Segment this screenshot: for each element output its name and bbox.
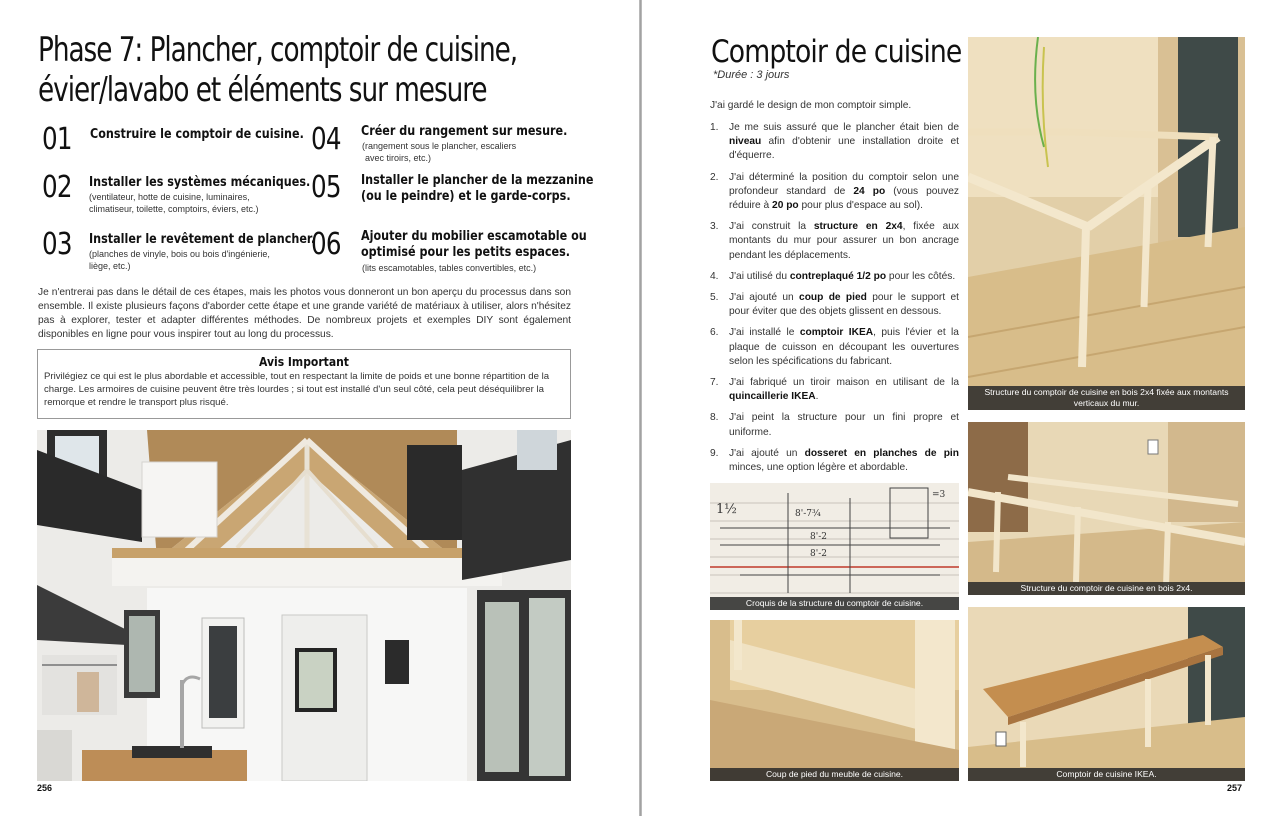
emphasis-text: structure en 2x4 [813, 221, 903, 233]
duration-text: *Durée : 3 jours [713, 69, 790, 81]
step-subtext-line: (ventilateur, hotte de cuisine, luminaires, [89, 192, 250, 202]
photo-caption: Structure du comptoir de cuisine en bois 2x4. [968, 582, 1245, 595]
intro-paragraph: Je n'entrerai pas dans le détail de ces étapes, mais les photos vous donneront un bon aperçu du processus dans son ensemble. Il existe plusieurs façons d'aborder cette étape et une grande variété de matériaux à utiliser, alors n'hésitez pas à explorer, tester et adapter différentes méthodes. De nombreux projets et exemples DIY sont également disponibles en ligne pour vous inspirer tout au long du processus. [38, 287, 571, 340]
photo-caption: Croquis de la structure du comptoir de cuisine. [710, 597, 959, 610]
counter-step-item [710, 376, 959, 404]
step-index: 6. [710, 327, 719, 339]
interior-illustration [37, 430, 571, 781]
step-index: 8. [710, 412, 719, 424]
sketch-illustration [710, 483, 959, 610]
emphasis-text: comptoir IKEA [799, 327, 874, 339]
step-subtext-line: (rangement sous le plancher, escaliers [362, 141, 517, 151]
tiny-house-interior-photo [37, 430, 571, 781]
lead-sentence: J'ai gardé le design de mon comptoir simple. [710, 100, 912, 111]
step-subtext-line: climatiseur, toilette, comptoirs, éviers, etc.) [89, 203, 259, 214]
step-index: 7. [710, 377, 719, 389]
emphasis-text: contreplaqué 1/2 po [789, 270, 887, 282]
step-text: J'ai peint la structure pour un fini propre et uniforme. [729, 412, 959, 438]
phase-title-line2: évier/lavabo et éléments sur mesure [38, 70, 487, 110]
section-title: Comptoir de cuisine [711, 34, 962, 70]
toe-kick-photo [710, 620, 959, 781]
step-02 [42, 170, 311, 220]
step-title [361, 229, 587, 261]
step-text: (vous pouvez réduire à [729, 185, 959, 212]
phase-title-line1: Phase 7: Plancher, comptoir de cuisine, [38, 30, 518, 70]
step-text: J'ai construit la [729, 221, 814, 233]
step-number: 06 [311, 227, 341, 262]
step-text: pour plus d'espace au sol). [798, 200, 923, 212]
step-title-line: Installer le plancher de la mezzanine [361, 173, 594, 188]
step-title: Construire le comptoir de cuisine. [90, 127, 304, 142]
emphasis-text: 24 po [853, 185, 886, 197]
counter-step-item [710, 291, 959, 319]
step-index: 1. [710, 122, 719, 133]
page-number-left: 256 [37, 783, 53, 793]
emphasis-text: coup de pied [799, 292, 867, 304]
step-title [361, 173, 593, 205]
counter-step-item [710, 121, 959, 164]
counter-step-item [710, 326, 959, 369]
step-number: 01 [42, 122, 72, 157]
notice-body: Privilégiez ce qui est le plus abordable et accessible, tout en respectant la limite de poids et une bonne répartition de la charge. Les armoires de cuisine peuvent être très lourdes ; si tout est installé d'un seul côté, cela peut déséquilibrer la remorque et rendre le transport plus risqué. [44, 371, 550, 408]
step-06 [311, 227, 587, 277]
counter-step-item [710, 447, 959, 475]
step-number: 04 [311, 122, 341, 157]
sketch-mark: 8'-7¾ [795, 509, 821, 519]
step-text: J'ai ajouté un [729, 292, 800, 304]
step-text: . [815, 391, 819, 403]
frame-2x4-illustration [968, 422, 1245, 595]
sketch-mark: 8'-2 [810, 549, 827, 559]
counter-step-item [710, 220, 959, 263]
step-04 [311, 122, 571, 167]
phase-title [38, 30, 545, 110]
step-text: , fixée aux montants du mur pour assurer un bon ancrage pendant les déplacements. [729, 221, 960, 261]
emphasis-text: dosseret en planches de pin [804, 447, 959, 459]
step-text: J'ai fabriqué un tiroir maison en utilisant de la [729, 377, 959, 389]
right-page [643, 0, 1277, 816]
photo-caption: Structure du comptoir de cuisine en bois 2x4 fixée aux montants verticaux du mur. [968, 386, 1245, 410]
step-text: J'ai utilisé du [729, 270, 790, 282]
step-number: 05 [311, 170, 341, 205]
step-title-line: optimisé pour les petits espaces. [361, 245, 571, 260]
photo-caption: Comptoir de cuisine IKEA. [968, 768, 1245, 781]
step-number: 03 [42, 227, 72, 262]
step-number: 02 [42, 170, 72, 205]
ikea-countertop-illustration [968, 607, 1245, 781]
step-text: , puis l'évier et la plaque de cuisson en découpant les ouvertures selon les spécifications du fabricant. [729, 327, 959, 367]
step-subtext-line: avec tiroirs, etc.) [365, 152, 432, 163]
step-text: Je me suis assuré que le plancher était bien de [729, 122, 959, 133]
counter-step-item [710, 411, 959, 439]
step-text: minces, une option légère et abordable. [729, 462, 908, 474]
step-subtext [89, 192, 259, 215]
step-text: afin d'obtenir une installation droite et d'équerre. [729, 136, 959, 162]
step-title-line: (ou le peindre) et le garde-corps. [361, 189, 571, 204]
step-index: 2. [710, 171, 719, 183]
step-01 [42, 122, 302, 162]
step-text: J'ai déterminé la position du comptoir selon une profondeur standard de [729, 171, 959, 197]
counter-step-item [710, 270, 959, 284]
emphasis-text: niveau [729, 136, 762, 148]
ikea-countertop-photo [968, 607, 1245, 781]
step-subtext: (lits escamotables, tables convertibles, etc.) [362, 263, 537, 273]
step-03 [42, 227, 316, 277]
step-index: 3. [710, 221, 719, 233]
toe-kick-illustration [710, 620, 959, 781]
step-title: Créer du rangement sur mesure. [361, 124, 568, 139]
step-subtext [89, 249, 270, 272]
emphasis-text: quincaillerie IKEA [729, 391, 816, 403]
book-gutter [639, 0, 642, 816]
counter-frame-wall-photo [968, 37, 1245, 410]
step-index: 5. [710, 292, 719, 304]
counter-sketch-photo [710, 483, 959, 610]
step-05 [311, 170, 594, 215]
step-text: J'ai installé le [729, 327, 800, 339]
step-subtext-line: (planches de vinyle, bois ou bois d'ingénierie, [89, 249, 270, 259]
counter-steps-list [710, 121, 959, 482]
step-title-line: Ajouter du mobilier escamotable ou [361, 229, 587, 244]
step-text: J'ai ajouté un [729, 447, 805, 459]
counter-step-item [710, 171, 959, 214]
frame-wall-illustration [968, 37, 1245, 410]
counter-frame-2x4-photo [968, 422, 1245, 595]
step-index: 4. [710, 270, 719, 282]
sketch-mark: 8'-2 [810, 532, 827, 542]
step-index: 9. [710, 447, 719, 459]
photo-caption: Coup de pied du meuble de cuisine. [710, 768, 959, 781]
step-text: pour les côtés. [886, 270, 956, 282]
important-notice-box [37, 349, 571, 419]
notice-title: Avis Important [259, 355, 349, 369]
sketch-mark: =3 [932, 490, 946, 500]
step-subtext-line: liège, etc.) [89, 260, 131, 271]
step-text: pour le support et pour éviter que des objets glissent en dessous. [729, 292, 959, 318]
step-subtext [362, 141, 516, 164]
step-title: Installer les systèmes mécaniques. [89, 175, 311, 190]
emphasis-text: 20 po [772, 200, 799, 212]
step-title: Installer le revêtement de plancher. [89, 232, 316, 247]
page-number-right: 257 [1227, 783, 1243, 793]
sketch-mark: 1½ [716, 502, 737, 517]
